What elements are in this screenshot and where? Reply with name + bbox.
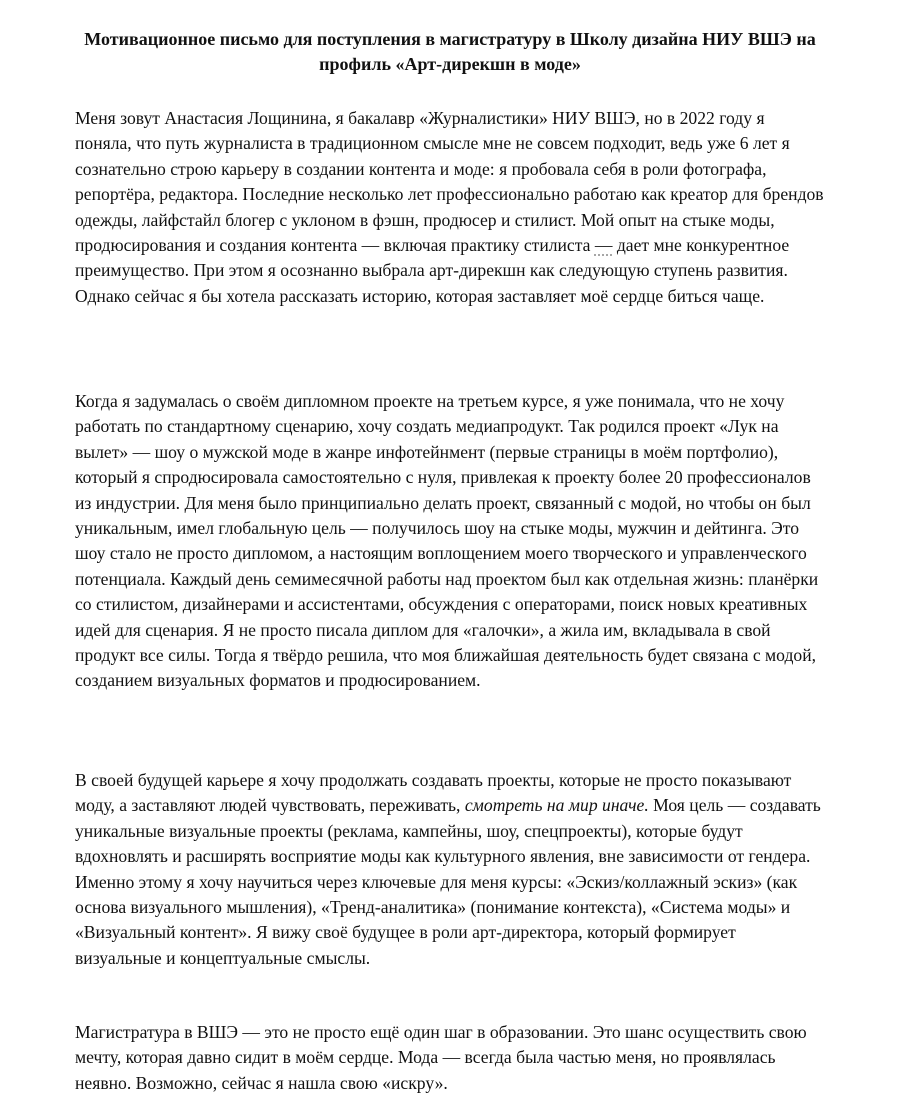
paragraph-masters: Магистратура в ВШЭ — это не просто ещё один шаг в образовании. Это шанс осуществить свою мечту, которая давно сидит в моём сердце. Мода — всегда была частью меня, но проявлялась неявно. Возможно, сейчас я нашла свою «искру». [75, 1022, 807, 1093]
paragraph-career-goals [75, 768, 825, 971]
spellcheck-marked-dash: — [594, 235, 613, 256]
paragraph-career-text-b: Моя цель — создавать уникальные визуальные проекты (реклама, кампейны, шоу, спецпроекты), которые будут вдохновлять и расширять восприятие моды как культурного явления, вне зависимости от гендера. Именно этому я хочу научиться через ключевые для меня курсы: «Эскиз/коллажный эскиз» (как основа визуального мышления), «Тренд-аналитика» (понимание контекста), «Система моды» и «Визуальный контент». Я вижу своё будущее в роли арт-директора, который формирует визуальные и концептуальные смыслы. [75, 795, 821, 968]
paragraph-intro-text-b: дает мне конкурентное преимущество. При этом я осознанно выбрала арт-дирекшн как следующую ступень развития. Однако сейчас я бы хотела рассказать историю, которая заставляет моё сердце биться чаще. [75, 235, 790, 306]
paragraph-career-text-a: В своей будущей карьере я хочу продолжать создавать проекты, которые не просто показывают моду, а заставляют людей чувствовать, переживать, [75, 770, 792, 816]
paragraph-intro [75, 106, 825, 309]
paragraph-intro-text-a: Меня зовут Анастасия Лощинина, я бакалавр «Журналистики» НИУ ВШЭ, но в 2022 году я поняла, что путь журналиста в традиционном смысле мне не совсем подходит, ведь уже 6 лет я сознательно строю карьеру в создании контента и моде: я пробовала себя в роли фотографа, репортёра, редактора. Последние несколько лет профессионально работаю как креатор для брендов одежды, лайфстайл блогер с уклоном в фэшн, продюсер и стилист. Мой опыт на стыке моды, продюсирования и создания контента — включая практику стилиста [75, 108, 824, 256]
document-title: Мотивационное письмо для поступления в магистратуру в Школу дизайна НИУ ВШЭ на профиль «Арт-дирекшн в моде» [84, 29, 816, 74]
paragraph-diploma-project: Когда я задумалась о своём дипломном проекте на третьем курсе, я уже понимала, что не хочу работать по стандартному сценарию, хочу создать медиапродукт. Так родился проект «Лук на вылет» — шоу о мужской моде в жанре инфотейнмент (первые страницы в моём портфолио), который я спродюсировала самостоятельно с нуля, привлекая к проекту более 20 профессионалов из индустрии. Для меня было принципиально делать проект, связанный с модой, но чтобы он был уникальным, имел глобальную цель — получилось шоу на стыке моды, мужчин и дейтинга. Это шоу стало не просто дипломом, а настоящим воплощением моего творческого и управленческого потенциала. Каждый день семимесячной работы над проектом был как отдельная жизнь: планёрки со стилистом, дизайнерами и ассистентами, обсуждения с операторами, поиск новых креативных идей для сценария. Я не просто писала диплом для «галочки», а жила им, вкладывала в свой продукт все силы. Тогда я твёрдо решила, что моя ближайшая деятельность будет связана с модой, созданием визуальных форматов и продюсированием. [75, 391, 819, 691]
paragraph-career-italic: смотреть на мир иначе. [464, 795, 649, 816]
